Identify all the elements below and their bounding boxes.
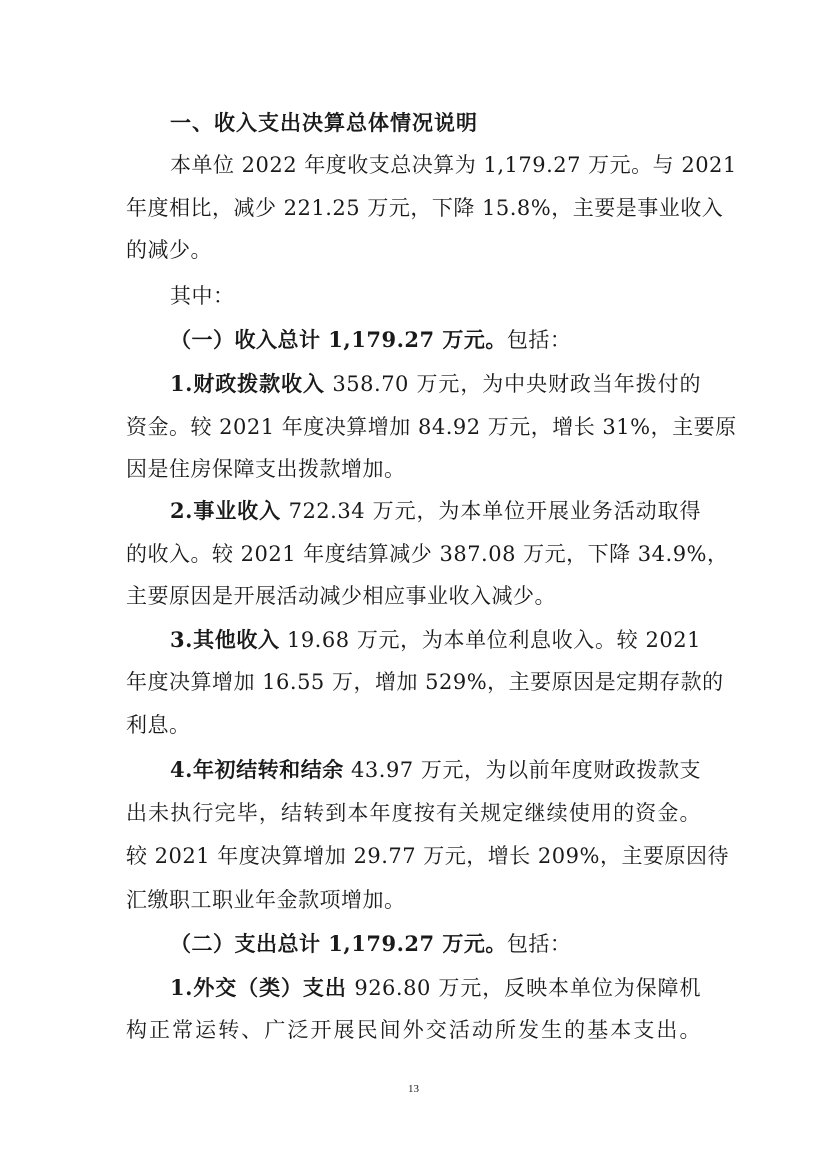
intro-line-2: 年度相比，减少 221.25 万元，下降 15.8%，主要是事业收入	[126, 196, 724, 220]
income-item-4-label: 4.年初结转和结余	[170, 757, 344, 782]
expense-item-1-label: 1.外交（类）支出	[170, 975, 347, 1000]
intro-line-1: 本单位 2022 年度收支总决算为 1,179.27 万元。与 2021	[170, 153, 737, 177]
income-item-4-line-2: 出未执行完毕，结转到本年度按有关规定继续使用的资金。	[126, 801, 701, 825]
expense-item-1-line-1	[170, 968, 701, 1008]
income-item-1-line-1	[170, 364, 701, 404]
income-item-1-line-3: 因是住房保障支出拨款增加。	[126, 457, 406, 481]
income-item-1-text: 358.70 万元，为中央财政当年拨付的	[324, 372, 701, 396]
income-heading	[170, 320, 701, 360]
expense-heading-tail: 包括：	[506, 932, 572, 956]
income-item-2-line-1	[170, 491, 701, 531]
income-item-3-line-2: 年度决算增加 16.55 万，增加 529%，主要原因是定期存款的	[126, 670, 724, 694]
qizhong-label: 其中：	[170, 284, 235, 308]
income-item-1-label: 1.财政拨款收入	[170, 371, 325, 396]
expense-item-1-text: 926.80 万元，反映本单位为保障机	[346, 976, 701, 1000]
income-item-3-line-1	[170, 620, 701, 660]
income-heading-bold: （一）收入总计 1,179.27 万元。	[170, 327, 507, 352]
income-heading-tail: 包括：	[506, 328, 572, 352]
expense-heading	[170, 924, 701, 964]
income-item-2-label: 2.事业收入	[170, 498, 281, 523]
income-item-3-text: 19.68 万元，为本单位利息收入。较 2021	[279, 628, 701, 652]
income-item-4-line-3: 较 2021 年度决算增加 29.77 万元，增长 209%，主要原因待	[126, 844, 729, 868]
expense-item-1-line-2: 构正常运转、广泛开展民间外交活动所发生的基本支出。	[126, 1018, 701, 1042]
income-item-3-label: 3.其他收入	[170, 627, 280, 652]
expense-heading-bold: （二）支出总计 1,179.27 万元。	[170, 931, 507, 956]
income-item-2-line-3: 主要原因是开展活动减少相应事业收入减少。	[126, 584, 556, 608]
income-item-4-line-4: 汇缴职工职业年金款项增加。	[126, 888, 406, 912]
intro-line-3: 的减少。	[126, 238, 212, 262]
page-number: 13	[408, 1083, 419, 1095]
income-item-2-text: 722.34 万元，为本单位开展业务活动取得	[281, 499, 701, 523]
section-title: 一、收入支出决算总体情况说明	[170, 111, 478, 135]
income-item-4-line-1	[170, 750, 701, 790]
income-item-4-text: 43.97 万元，为以前年度财政拨款支	[343, 758, 701, 782]
income-item-3-line-3: 利息。	[126, 713, 191, 737]
income-item-2-line-2: 的收入。较 2021 年度结算减少 387.08 万元，下降 34.9%，	[126, 542, 729, 566]
income-item-1-line-2: 资金。较 2021 年度决算增加 84.92 万元，增长 31%，主要原	[126, 415, 737, 439]
